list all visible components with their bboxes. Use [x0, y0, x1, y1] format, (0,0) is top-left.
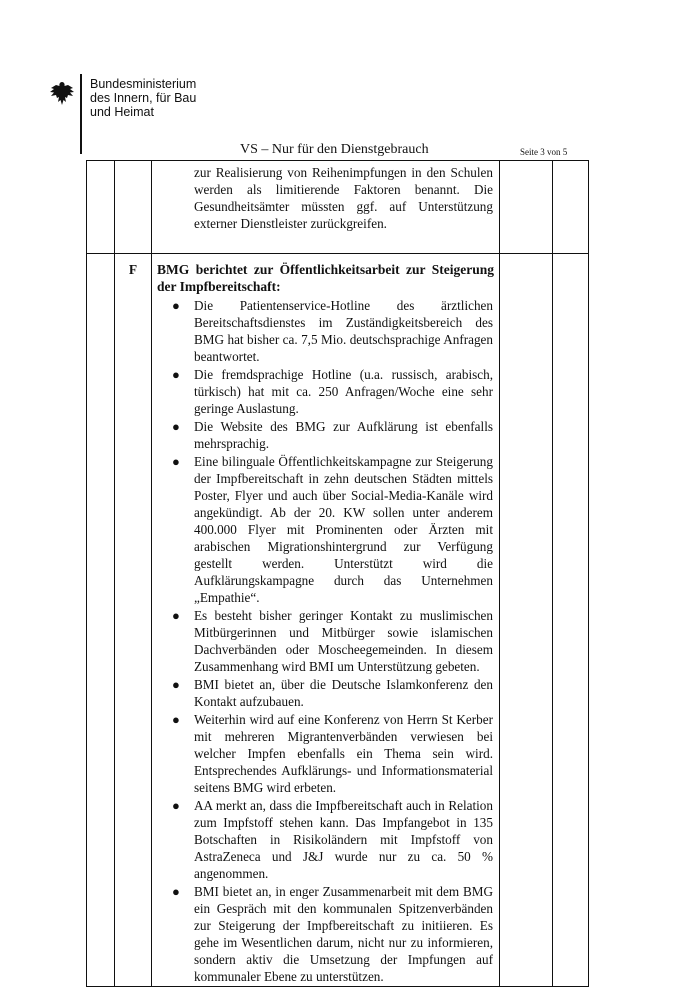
federal-eagle-icon	[48, 80, 76, 108]
bullet-icon: ●	[172, 454, 180, 469]
bullet-text: Die Website des BMG zur Aufklärung ist ebenfalls mehrsprachig.	[194, 419, 493, 451]
table-row	[87, 254, 589, 987]
margin-cell	[87, 254, 115, 987]
list-item	[172, 453, 493, 606]
bullet-text: AA merkt an, dass die Impfbereitschaft auch in Relation zum Impfstoff stehen kann. Das Impfangebot in 135 Botschaften in Risikoländern mit Impfstoff von AstraZeneca und J&J wurde nur zu ca. 50 % angenommen.	[194, 798, 493, 881]
responsibility-cell	[500, 161, 553, 254]
item-letter-cell	[115, 161, 152, 254]
page-number: Seite 3 von 5	[520, 147, 568, 157]
logo-divider	[80, 74, 82, 154]
bullet-icon: ●	[172, 798, 180, 813]
continuation-text: zur Realisierung von Reihenimpfungen in den Schulen werden als limitierende Faktoren benannt. Die Gesundheitsämter müssten ggf. auf Unterstützung externer Dienstleister zurückgreifen.	[194, 165, 493, 231]
responsibility-cell	[500, 254, 553, 987]
list-item	[172, 366, 493, 417]
ministry-line: Bundesministerium	[90, 77, 197, 91]
bullet-icon: ●	[172, 419, 180, 434]
bullet-icon: ●	[172, 712, 180, 727]
margin-cell	[87, 161, 115, 254]
item-heading: BMG berichtet zur Öffentlichkeitsarbeit zur Steigerung der Impfbereitschaft:	[157, 262, 494, 294]
bullet-icon: ●	[172, 884, 180, 899]
minutes-table	[86, 160, 589, 987]
bullet-icon: ●	[172, 677, 180, 692]
classification-label: VS – Nur für den Dienstgebrauch	[240, 142, 429, 157]
content-cell	[152, 161, 500, 254]
bullet-list	[152, 297, 499, 985]
status-cell	[553, 161, 589, 254]
bullet-icon: ●	[172, 608, 180, 623]
list-item	[172, 607, 493, 675]
list-item	[172, 883, 493, 985]
list-item	[172, 797, 493, 882]
bullet-text: BMI bietet an, über die Deutsche Islamkonferenz den Kontakt aufzubauen.	[194, 677, 493, 709]
list-item	[172, 297, 493, 365]
bullet-text: Weiterhin wird auf eine Konferenz von Herrn St Kerber mit mehreren Migrantenverbänden verwiesen bei welcher Impfen ebenfalls ein Thema sein wird. Entsprechendes Aufklärungs- und Informationsmaterial seitens BMG wird erbeten.	[194, 712, 493, 795]
list-item	[172, 418, 493, 452]
bullet-text: Die Patientenservice-Hotline des ärztlichen Bereitschaftsdienstes im Zuständigkeitsbereich des BMG hat bisher ca. 7,5 Mio. deutschsprachige Anfragen beantwortet.	[194, 298, 493, 364]
bullet-text: Es besteht bisher geringer Kontakt zu muslimischen Mitbürgerinnen und Mitbürger sowie islamischen Dachverbänden oder Moscheegemeinden. In diesem Zusammenhang wird BMI um Unterstützung gebeten.	[194, 608, 493, 674]
content-cell	[152, 254, 500, 987]
bullet-icon: ●	[172, 367, 180, 382]
bullet-text: BMI bietet an, in enger Zusammenarbeit mit dem BMG ein Gespräch mit den kommunalen Spitzenverbänden zur Steigerung der Impfbereitschaft zu initiieren. Es gehe im Wesentlichen darum, nicht nur zu informieren, sondern aktiv die Umsetzung der Impfungen auf kommunaler Ebene zu unterstützen.	[194, 884, 493, 984]
bullet-text: Die fremdsprachige Hotline (u.a. russisch, arabisch, türkisch) hat mit ca. 250 Anfragen/Woche eine sehr geringe Auslastung.	[194, 367, 493, 416]
bullet-icon: ●	[172, 298, 180, 313]
ministry-line: des Innern, für Bau	[90, 91, 197, 105]
item-letter-cell	[115, 254, 152, 987]
list-item	[172, 711, 493, 796]
ministry-name	[90, 77, 196, 119]
ministry-line: und Heimat	[90, 105, 154, 119]
status-cell	[553, 254, 589, 987]
item-letter: F	[128, 262, 138, 277]
bullet-text: Eine bilinguale Öffentlichkeitskampagne zur Steigerung der Impfbereitschaft in zehn deutschen Städten mittels Poster, Flyer und auch über Social-Media-Kanäle wird angekündigt. Ab der 20. KW sollen unter anderem 400.000 Flyer mit Prominenten oder Ärzten mit arabischen Migrationshintergrund zur Verfügung gestellt werden. Unterstützt wird die Aufklärungskampagne durch das Unternehmen „Empathie“.	[194, 454, 493, 605]
table-row	[87, 161, 589, 254]
list-item	[172, 676, 493, 710]
